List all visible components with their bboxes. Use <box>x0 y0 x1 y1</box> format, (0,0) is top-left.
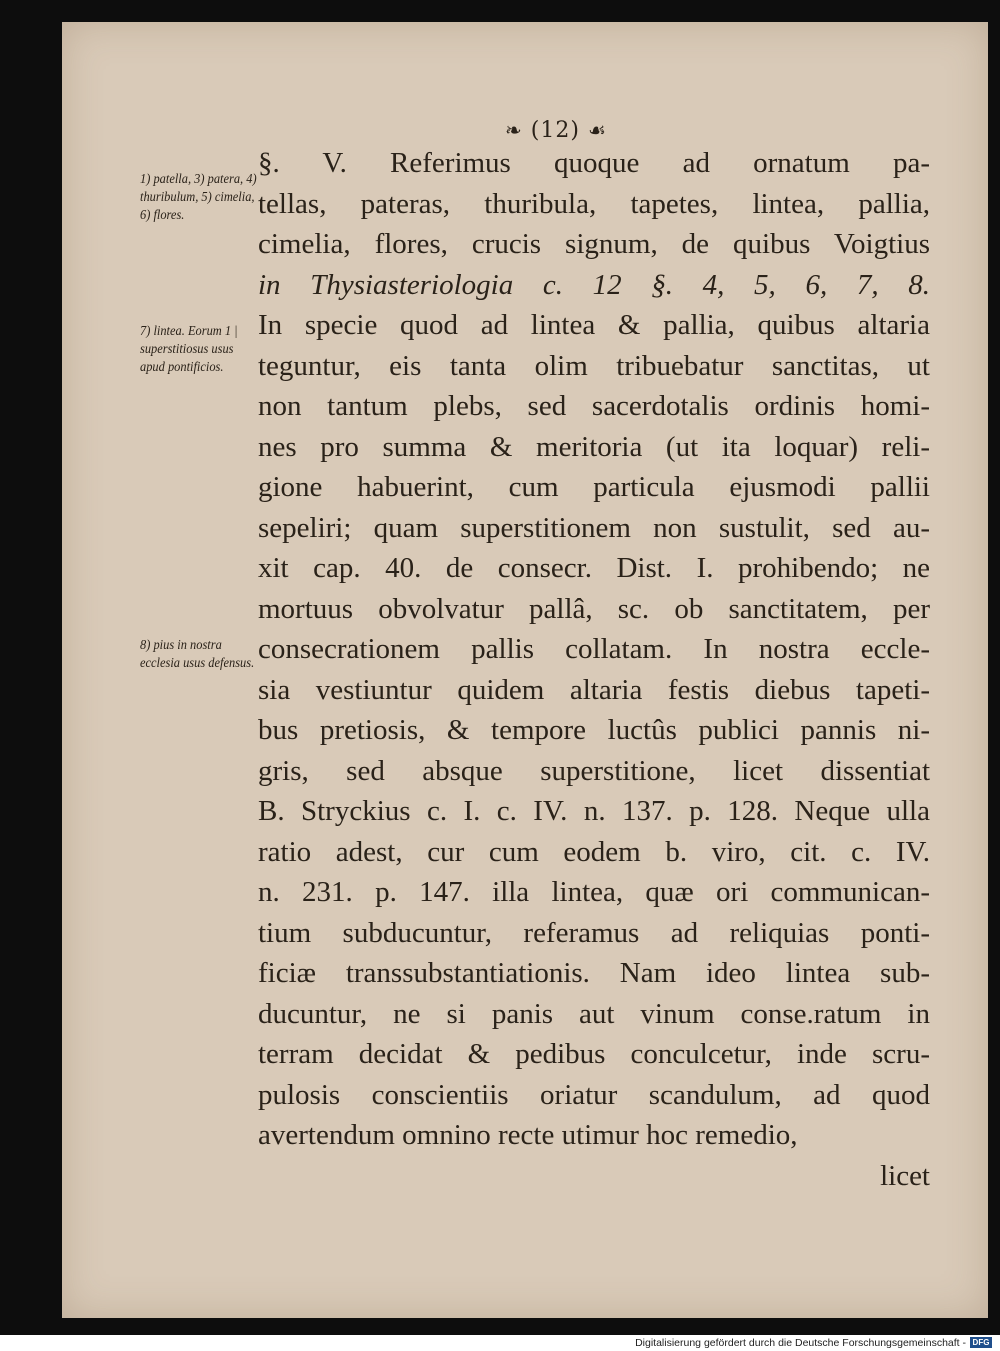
text-line: In specie quod ad lintea & pallia, quibus altaria <box>258 309 930 341</box>
text-line: sepeliri; quam superstitionem non sustulit, sed au- <box>258 511 930 544</box>
text-line: teguntur, eis tanta olim tribuebatur sanctitas, ut <box>258 349 930 382</box>
text-line: tellas, pateras, thuribula, tapetes, lintea, pallia, <box>258 187 930 220</box>
text-line: avertendum omnino recte utimur hoc remedio, <box>258 1119 798 1151</box>
right-ornament-icon: ☙ <box>587 118 607 142</box>
catchword: licet <box>880 1159 930 1192</box>
text-line: non tantum plebs, sed sacerdotalis ordinis homi- <box>258 390 930 422</box>
text-line: xit cap. 40. de consecr. Dist. I. prohibendo; ne <box>258 552 930 584</box>
text-line: pulosis conscientiis oriatur scandulum, ad quod <box>258 1078 930 1111</box>
text-line: nes pro summa & meritoria (ut ita loquar) reli- <box>258 430 930 463</box>
text-line: n. 231. p. 147. illa lintea, quæ ori communican- <box>258 876 930 908</box>
text-line: gione habuerint, cum particula ejusmodi pallii <box>258 471 930 503</box>
text-line: mortuus obvolvatur pallâ, sc. ob sanctitatem, per <box>258 592 930 625</box>
dfg-logo-icon[interactable]: DFG <box>970 1337 992 1348</box>
text-line: ficiæ transsubstantiationis. Nam ideo lintea sub- <box>258 957 930 989</box>
text-line: ratio adest, cur cum eodem b. viro, cit. c. IV. <box>258 835 930 868</box>
margin-note: 7) lintea. Eorum 1 | superstitiosus usus apud pontificios. <box>140 323 238 374</box>
page-number: (12) <box>530 118 580 143</box>
text-line: ducuntur, ne si panis aut vinum conse.ratum in <box>258 997 930 1030</box>
text-line: in Thysiasteriologia c. 12 §. 4, 5, 6, 7, 8. <box>258 268 930 301</box>
page-number-header <box>505 118 705 143</box>
text-line: sia vestiuntur quidem altaria festis diebus tapeti- <box>258 673 930 706</box>
footer-credit: Digitalisierung gefördert durch die Deutsche Forschungsgemeinschaft - <box>635 1337 966 1349</box>
text-line: consecrationem pallis collatam. In nostra eccle- <box>258 633 930 665</box>
text-line: cimelia, flores, crucis signum, de quibus Voigtius <box>258 228 930 260</box>
text-line: terram decidat & pedibus conculcetur, inde scru- <box>258 1038 930 1070</box>
left-ornament-icon: ❧ <box>505 118 523 142</box>
text-line: gris, sed absque superstitione, licet dissentiat <box>258 754 930 787</box>
text-line: §. V. Referimus quoque ad ornatum pa- <box>258 147 930 179</box>
text-line: bus pretiosis, & tempore luctûs publici pannis ni- <box>258 714 930 746</box>
margin-note: 8) pius in nostra ecclesia usus defensus. <box>140 637 255 670</box>
body-text <box>258 143 930 1196</box>
text-line: B. Stryckius c. I. c. IV. n. 137. p. 128. Neque ulla <box>258 795 930 827</box>
text-line: tium subducuntur, referamus ad reliquias ponti- <box>258 916 930 949</box>
margin-note: 1) patella, 3) patera, 4) thuribulum, 5) cimelia, 6) flores. <box>140 171 257 222</box>
